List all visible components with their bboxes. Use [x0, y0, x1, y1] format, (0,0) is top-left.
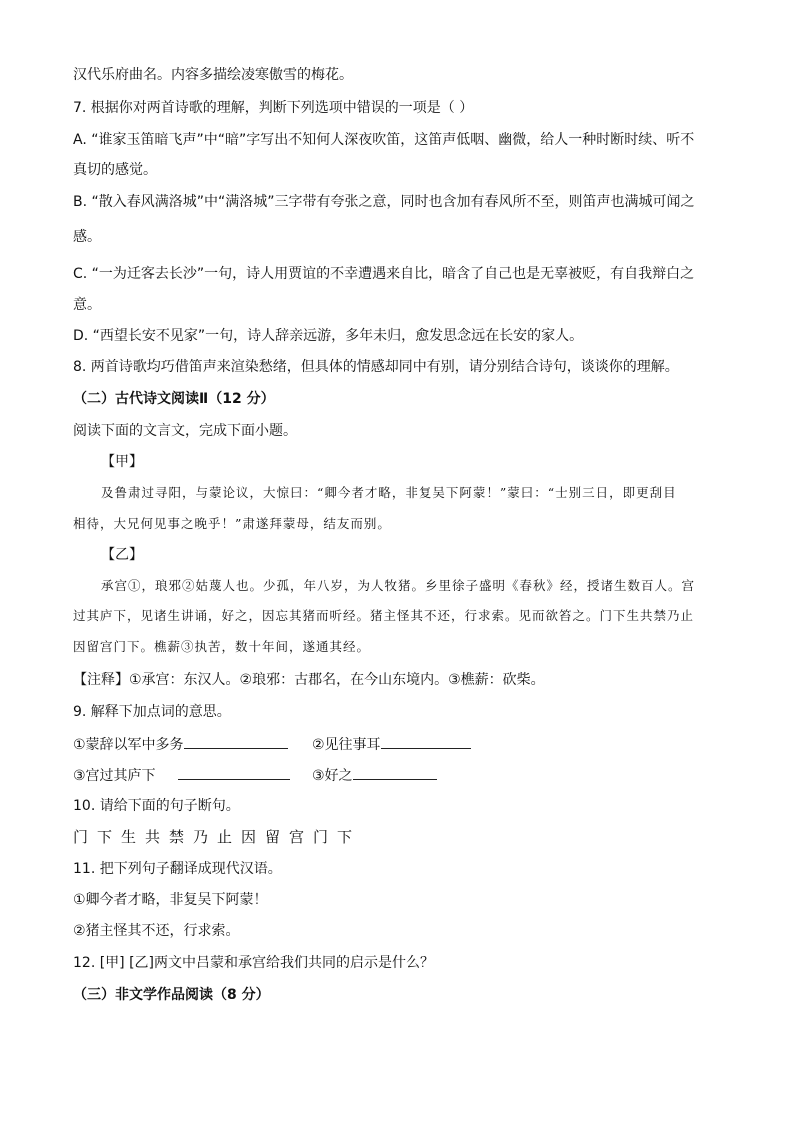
q9-item-4-text: ③好之 — [312, 768, 353, 784]
option-b-cont: 感。 — [73, 229, 101, 245]
q9-item-1-text: ①蒙辞以军中多务 — [73, 737, 184, 753]
answer-blank[interactable] — [184, 734, 288, 749]
question-7: 7. 根据你对两首诗歌的理解，判断下列选项中错误的一项是（ ） — [73, 100, 474, 116]
annotation-note: 【注释】①承宫：东汉人。②琅邪：古郡名，在今山东境内。③樵薪：砍柴。 — [73, 672, 545, 688]
q9-item-3 — [73, 765, 290, 786]
answer-blank[interactable] — [353, 765, 437, 780]
passage-yi-line: 因留宫门下。樵薪③执苦，数十年间，遂通其经。 — [73, 639, 371, 654]
option-c-cont: 意。 — [73, 297, 101, 313]
reading-intro: 阅读下面的文言文，完成下面小题。 — [73, 423, 297, 439]
q11-sentence-2: ②猪主怪其不还，行求索。 — [73, 923, 240, 939]
question-11: 11. 把下列句子翻译成现代汉语。 — [73, 861, 282, 877]
passage-yi-label: 【乙】 — [101, 547, 143, 563]
q9-item-3-text: ③宫过其庐下 — [73, 768, 156, 784]
answer-blank[interactable] — [381, 734, 471, 749]
option-d: D. “西望长安不见家”一句，诗人辞亲远游，多年未归，愈发思念远在长安的家人。 — [73, 328, 584, 344]
q9-item-1 — [73, 734, 288, 755]
q9-item-2 — [312, 734, 471, 755]
question-8: 8. 两首诗歌均巧借笛声来渲染愁绪，但具体的情感却同中有别，请分别结合诗句，谈谈你的理解。 — [73, 359, 679, 375]
section-heading-3: （三）非文学作品阅读（8 分） — [73, 987, 270, 1003]
paragraph-line: 汉代乐府曲名。内容多描绘凌寒傲雪的梅花。 — [73, 67, 353, 83]
answer-blank[interactable] — [178, 765, 290, 780]
option-b: B. “散入春风满洛城”中“满洛城”三字带有夸张之意，同时也含加有春风所不至，则笛声也满城可闻之 — [73, 194, 695, 210]
q9-item-2-text: ②见往事耳 — [312, 737, 381, 753]
passage-jia-line: 及鲁肃过寻阳，与蒙论议，大惊曰：“卿今者才略，非复吴下阿蒙！”蒙曰：“士别三日，即更刮目 — [101, 485, 677, 500]
question-9: 9. 解释下加点词的意思。 — [73, 704, 231, 720]
section-heading-2: （二）古代诗文阅读Ⅱ（12 分） — [73, 391, 275, 407]
passage-jia-label: 【甲】 — [101, 454, 143, 470]
q9-item-4 — [312, 765, 437, 786]
passage-yi-line: 过其庐下，见诸生讲诵，好之，因忘其猪而听经。猪主怪其不还，行求索。见而欲笞之。门下生共禁乃止 — [73, 608, 695, 623]
sentence-to-punctuate: 门下生共禁乃止因留宫门下 — [73, 828, 362, 846]
q11-sentence-1: ①卿今者才略，非复吴下阿蒙！ — [73, 892, 268, 908]
passage-yi-line: 承宫①，琅邪②姑蔑人也。少孤，年八岁，为人牧猪。乡里徐子盛明《春秋》经，授诸生数百人。宫 — [101, 578, 696, 593]
question-12: 12. [甲] [乙]两文中吕蒙和承宫给我们共同的启示是什么？ — [73, 955, 435, 971]
passage-jia-line: 相待，大兄何见事之晚乎！”肃遂拜蒙母，结友而别。 — [73, 516, 391, 531]
option-a-cont: 真切的感觉。 — [73, 162, 157, 178]
option-a: A. “谁家玉笛暗飞声”中“暗”字写出不知何人深夜吹笛，这笛声低咽、幽微，给人一种时断时续、听不 — [73, 132, 695, 148]
option-c: C. “一为迁客去长沙”一句，诗人用贾谊的不幸遭遇来自比，暗含了自己也是无辜被贬，有自我辩白之 — [73, 266, 695, 282]
question-10: 10. 请给下面的句子断句。 — [73, 798, 240, 814]
